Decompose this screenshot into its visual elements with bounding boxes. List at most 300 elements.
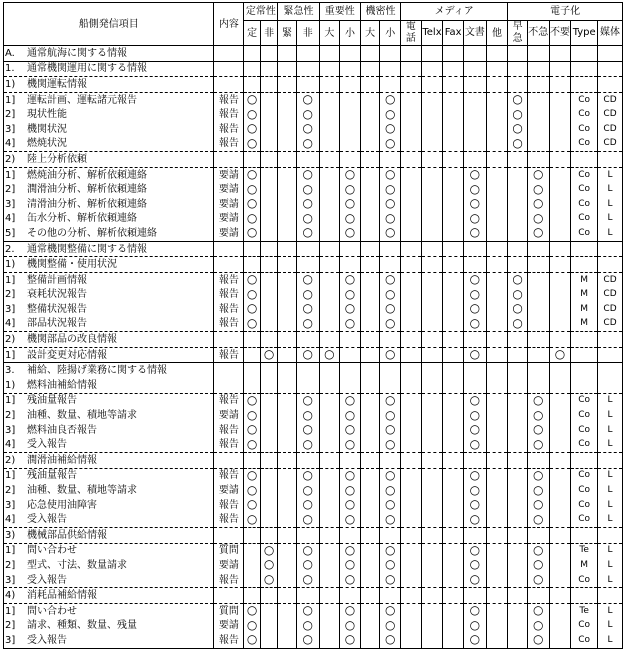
attribute-cell bbox=[278, 558, 297, 573]
item-label: 陸上分析依頼 bbox=[27, 153, 87, 165]
circle-mark: ○ bbox=[385, 603, 396, 618]
medium-cell bbox=[598, 378, 623, 393]
info-table bbox=[3, 2, 623, 649]
content-cell: 報告 bbox=[214, 92, 244, 107]
circle-mark: ○ bbox=[344, 272, 356, 287]
attribute-cell bbox=[508, 212, 528, 227]
attribute-cell bbox=[527, 393, 549, 408]
circle-mark: ○ bbox=[344, 483, 356, 497]
attribute-cell bbox=[260, 558, 278, 573]
table-body bbox=[4, 46, 623, 649]
attribute-cell bbox=[278, 272, 297, 287]
content-cell: 要請 bbox=[214, 619, 244, 634]
attribute-cell bbox=[278, 573, 297, 588]
table-row bbox=[4, 588, 623, 604]
type-cell bbox=[571, 528, 598, 544]
attribute-cell bbox=[527, 437, 549, 452]
attribute-cell bbox=[380, 363, 401, 378]
attribute-cell bbox=[319, 619, 340, 634]
attribute-cell bbox=[421, 512, 443, 527]
table-row bbox=[4, 152, 623, 168]
medium-cell bbox=[598, 257, 623, 273]
circle-mark: ○ bbox=[469, 558, 481, 572]
circle-mark: ○ bbox=[469, 618, 481, 632]
attribute-cell bbox=[463, 512, 486, 527]
circle-mark: ○ bbox=[385, 302, 396, 316]
attribute-cell bbox=[463, 437, 486, 452]
attribute-cell bbox=[527, 332, 549, 348]
attribute-cell bbox=[463, 408, 486, 423]
circle-mark: ○ bbox=[533, 226, 544, 240]
attribute-cell bbox=[360, 468, 380, 483]
attribute-cell bbox=[401, 152, 422, 168]
item-label: 残油量報告 bbox=[27, 395, 77, 407]
attribute-cell bbox=[486, 483, 508, 498]
item-cell bbox=[4, 437, 214, 452]
item-cell bbox=[4, 332, 214, 348]
attribute-cell bbox=[244, 423, 261, 438]
attribute-cell bbox=[463, 226, 486, 241]
type-cell: Co bbox=[571, 137, 598, 152]
attribute-cell bbox=[260, 302, 278, 317]
attribute-cell bbox=[443, 122, 464, 137]
type-cell bbox=[571, 77, 598, 93]
medium-cell: L bbox=[598, 573, 623, 588]
attribute-cell bbox=[260, 226, 278, 241]
item-number: 3] bbox=[5, 303, 16, 315]
circle-mark: ○ bbox=[469, 393, 481, 407]
attribute-cell bbox=[463, 257, 486, 273]
attribute-cell bbox=[463, 423, 486, 438]
attribute-cell bbox=[401, 603, 422, 618]
attribute-cell bbox=[486, 152, 508, 168]
item-label: 現状性能 bbox=[27, 109, 67, 121]
attribute-cell bbox=[527, 408, 549, 423]
attribute-cell bbox=[508, 77, 528, 93]
attribute-cell bbox=[401, 272, 422, 287]
item-cell bbox=[4, 212, 214, 227]
attribute-cell bbox=[463, 453, 486, 469]
circle-mark: ○ bbox=[344, 196, 356, 211]
attribute-cell bbox=[319, 423, 340, 438]
attribute-cell bbox=[549, 167, 571, 182]
medium-cell: L bbox=[598, 167, 623, 182]
circle-mark: ○ bbox=[469, 572, 481, 587]
item-cell bbox=[4, 378, 214, 393]
item-cell bbox=[4, 92, 214, 107]
item-cell bbox=[4, 226, 214, 241]
attribute-cell bbox=[443, 423, 464, 438]
attribute-cell bbox=[443, 167, 464, 182]
circle-mark: ○ bbox=[512, 107, 523, 121]
item-label: 型式、寸法、数量請求 bbox=[27, 559, 127, 571]
circle-mark: ○ bbox=[302, 272, 313, 287]
table-row bbox=[4, 468, 623, 483]
attribute-cell bbox=[244, 77, 261, 93]
attribute-cell bbox=[443, 543, 464, 558]
circle-mark: ○ bbox=[533, 408, 544, 422]
attribute-cell bbox=[401, 137, 422, 152]
table-row bbox=[4, 288, 623, 303]
item-label: 通常航海に関する情報 bbox=[27, 47, 127, 59]
table-row bbox=[4, 137, 623, 152]
attribute-cell bbox=[260, 633, 278, 648]
attribute-cell bbox=[340, 393, 361, 408]
circle-mark: ○ bbox=[246, 121, 258, 136]
circle-mark: ○ bbox=[385, 512, 396, 526]
attribute-cell bbox=[443, 77, 464, 93]
item-number: 5] bbox=[5, 227, 16, 239]
attribute-cell bbox=[340, 347, 361, 363]
circle-mark: ○ bbox=[533, 603, 544, 618]
circle-mark: ○ bbox=[302, 572, 313, 587]
attribute-cell bbox=[380, 633, 401, 648]
item-label: 問い合わせ bbox=[27, 545, 77, 557]
item-label: 応急使用油障害 bbox=[27, 499, 97, 511]
attribute-cell bbox=[340, 573, 361, 588]
attribute-cell bbox=[296, 288, 319, 303]
table-row bbox=[4, 272, 623, 287]
attribute-cell bbox=[401, 288, 422, 303]
attribute-cell bbox=[486, 363, 508, 378]
attribute-cell bbox=[296, 408, 319, 423]
circle-mark: ○ bbox=[469, 347, 481, 362]
sub-not-urgent: 不急 bbox=[527, 21, 549, 46]
attribute-cell bbox=[360, 107, 380, 122]
attribute-cell bbox=[296, 453, 319, 469]
attribute-cell bbox=[380, 512, 401, 527]
item-label: 受入報告 bbox=[27, 439, 67, 451]
content-cell: 報告 bbox=[214, 107, 244, 122]
attribute-cell bbox=[278, 408, 297, 423]
item-number: 2] bbox=[5, 109, 16, 121]
attribute-cell bbox=[486, 77, 508, 93]
attribute-cell bbox=[443, 408, 464, 423]
attribute-cell bbox=[380, 423, 401, 438]
attribute-cell bbox=[443, 347, 464, 363]
circle-mark: ○ bbox=[469, 603, 481, 618]
attribute-cell bbox=[486, 573, 508, 588]
attribute-cell bbox=[549, 378, 571, 393]
attribute-cell bbox=[486, 332, 508, 348]
circle-mark: ○ bbox=[385, 558, 396, 572]
circle-mark: ○ bbox=[246, 483, 258, 497]
circle-mark: ○ bbox=[344, 316, 356, 330]
attribute-cell bbox=[278, 619, 297, 634]
content-cell: 報告 bbox=[214, 137, 244, 152]
medium-cell bbox=[598, 77, 623, 93]
circle-mark: ○ bbox=[385, 316, 396, 330]
attribute-cell bbox=[549, 288, 571, 303]
attribute-cell bbox=[549, 332, 571, 348]
attribute-cell bbox=[260, 152, 278, 168]
attribute-cell bbox=[278, 423, 297, 438]
attribute-cell bbox=[380, 543, 401, 558]
item-number: 4] bbox=[5, 138, 16, 150]
item-cell bbox=[4, 241, 214, 257]
table-row bbox=[4, 423, 623, 438]
attribute-cell bbox=[380, 378, 401, 393]
circle-mark: ○ bbox=[469, 196, 481, 211]
attribute-cell bbox=[508, 288, 528, 303]
attribute-cell bbox=[260, 423, 278, 438]
table-row bbox=[4, 226, 623, 241]
attribute-cell bbox=[527, 212, 549, 227]
item-label: 受入報告 bbox=[27, 574, 67, 586]
circle-mark: ○ bbox=[302, 107, 313, 121]
attribute-cell bbox=[508, 512, 528, 527]
circle-mark: ○ bbox=[385, 497, 396, 512]
attribute-cell bbox=[527, 423, 549, 438]
attribute-cell bbox=[260, 619, 278, 634]
attribute-cell bbox=[340, 241, 361, 257]
attribute-cell bbox=[401, 257, 422, 273]
attribute-cell bbox=[421, 633, 443, 648]
attribute-cell bbox=[244, 332, 261, 348]
item-cell bbox=[4, 122, 214, 137]
attribute-cell bbox=[443, 453, 464, 469]
circle-mark: ○ bbox=[302, 618, 313, 632]
attribute-cell bbox=[508, 107, 528, 122]
attribute-cell bbox=[401, 483, 422, 498]
circle-mark: ○ bbox=[469, 182, 481, 196]
type-cell: M bbox=[571, 288, 598, 303]
attribute-cell bbox=[508, 378, 528, 393]
attribute-cell bbox=[319, 558, 340, 573]
circle-mark: ○ bbox=[469, 543, 481, 557]
item-label: 清滑油分析、解析依頼連絡 bbox=[27, 198, 147, 210]
item-cell bbox=[4, 46, 214, 62]
table-row bbox=[4, 212, 623, 227]
attribute-cell bbox=[549, 498, 571, 513]
attribute-cell bbox=[508, 226, 528, 241]
attribute-cell bbox=[296, 167, 319, 182]
item-label: 機関運転情報 bbox=[27, 78, 87, 90]
attribute-cell bbox=[527, 182, 549, 197]
item-cell bbox=[4, 558, 214, 573]
item-number: 2] bbox=[5, 410, 16, 422]
attribute-cell bbox=[278, 317, 297, 332]
attribute-cell bbox=[340, 288, 361, 303]
attribute-cell bbox=[421, 347, 443, 363]
attribute-cell bbox=[278, 226, 297, 241]
type-cell: Co bbox=[571, 182, 598, 197]
attribute-cell bbox=[340, 92, 361, 107]
attribute-cell bbox=[296, 437, 319, 452]
attribute-cell bbox=[360, 633, 380, 648]
item-cell bbox=[4, 528, 214, 544]
medium-cell bbox=[598, 152, 623, 168]
attribute-cell bbox=[319, 468, 340, 483]
attribute-cell bbox=[360, 378, 380, 393]
item-cell bbox=[4, 498, 214, 513]
attribute-cell bbox=[527, 288, 549, 303]
circle-mark: ○ bbox=[385, 422, 396, 437]
attribute-cell bbox=[244, 257, 261, 273]
attribute-cell bbox=[401, 317, 422, 332]
sub-irregular: 非 bbox=[260, 21, 278, 46]
attribute-cell bbox=[486, 212, 508, 227]
attribute-cell bbox=[508, 197, 528, 212]
content-cell bbox=[214, 257, 244, 273]
attribute-cell bbox=[549, 468, 571, 483]
attribute-cell bbox=[380, 347, 401, 363]
medium-cell bbox=[598, 347, 623, 363]
attribute-cell bbox=[549, 46, 571, 62]
item-number: 2. bbox=[5, 243, 15, 255]
type-cell bbox=[571, 152, 598, 168]
circle-mark: ○ bbox=[246, 272, 258, 287]
attribute-cell bbox=[244, 167, 261, 182]
attribute-cell bbox=[319, 483, 340, 498]
attribute-cell bbox=[443, 588, 464, 604]
item-number: 3) bbox=[5, 529, 16, 541]
attribute-cell bbox=[421, 302, 443, 317]
attribute-cell bbox=[319, 317, 340, 332]
attribute-cell bbox=[319, 302, 340, 317]
attribute-cell bbox=[244, 543, 261, 558]
attribute-cell bbox=[340, 408, 361, 423]
type-cell: Co bbox=[571, 423, 598, 438]
attribute-cell bbox=[549, 437, 571, 452]
content-cell bbox=[214, 363, 244, 378]
attribute-cell bbox=[549, 77, 571, 93]
table-row bbox=[4, 61, 623, 77]
medium-cell: CD bbox=[598, 317, 623, 332]
circle-mark: ○ bbox=[246, 633, 258, 647]
medium-cell: L bbox=[598, 603, 623, 618]
attribute-cell bbox=[319, 272, 340, 287]
attribute-cell bbox=[527, 543, 549, 558]
attribute-cell bbox=[486, 257, 508, 273]
attribute-cell bbox=[463, 378, 486, 393]
attribute-cell bbox=[319, 528, 340, 544]
attribute-cell bbox=[340, 226, 361, 241]
sub-telex: Telx bbox=[421, 21, 443, 46]
attribute-cell bbox=[296, 558, 319, 573]
attribute-cell bbox=[443, 182, 464, 197]
attribute-cell bbox=[421, 378, 443, 393]
circle-mark: ○ bbox=[533, 196, 544, 211]
circle-mark: ○ bbox=[512, 121, 523, 136]
attribute-cell bbox=[340, 122, 361, 137]
attribute-cell bbox=[340, 212, 361, 227]
header-content: 内容 bbox=[214, 3, 244, 46]
attribute-cell bbox=[421, 423, 443, 438]
content-cell: 報告 bbox=[214, 272, 244, 287]
circle-mark: ○ bbox=[263, 347, 275, 362]
table-row bbox=[4, 107, 623, 122]
attribute-cell bbox=[340, 77, 361, 93]
item-label: 衰耗状況報告 bbox=[27, 289, 87, 301]
attribute-cell bbox=[508, 46, 528, 62]
attribute-cell bbox=[486, 633, 508, 648]
attribute-cell bbox=[527, 453, 549, 469]
table-row bbox=[4, 558, 623, 573]
attribute-cell bbox=[360, 152, 380, 168]
attribute-cell bbox=[278, 588, 297, 604]
type-cell: Co bbox=[571, 512, 598, 527]
item-cell bbox=[4, 512, 214, 527]
item-number: 2] bbox=[5, 559, 16, 571]
item-number: 1] bbox=[5, 94, 16, 106]
attribute-cell bbox=[296, 302, 319, 317]
attribute-cell bbox=[260, 528, 278, 544]
attribute-cell bbox=[443, 558, 464, 573]
attribute-cell bbox=[508, 603, 528, 618]
attribute-cell bbox=[421, 167, 443, 182]
item-number: 4] bbox=[5, 318, 16, 330]
attribute-cell bbox=[380, 46, 401, 62]
attribute-cell bbox=[443, 197, 464, 212]
attribute-cell bbox=[360, 137, 380, 152]
attribute-cell bbox=[278, 61, 297, 77]
attribute-cell bbox=[549, 122, 571, 137]
attribute-cell bbox=[278, 257, 297, 273]
attribute-cell bbox=[508, 182, 528, 197]
content-cell: 報告 bbox=[214, 512, 244, 527]
attribute-cell bbox=[380, 558, 401, 573]
circle-mark: ○ bbox=[533, 572, 544, 587]
attribute-cell bbox=[443, 332, 464, 348]
attribute-cell bbox=[443, 468, 464, 483]
attribute-cell bbox=[380, 152, 401, 168]
circle-mark: ○ bbox=[469, 167, 481, 182]
attribute-cell bbox=[244, 453, 261, 469]
attribute-cell bbox=[244, 182, 261, 197]
attribute-cell bbox=[463, 317, 486, 332]
attribute-cell bbox=[443, 498, 464, 513]
attribute-cell bbox=[380, 197, 401, 212]
attribute-cell bbox=[319, 77, 340, 93]
attribute-cell bbox=[421, 288, 443, 303]
attribute-cell bbox=[527, 603, 549, 618]
attribute-cell bbox=[380, 573, 401, 588]
type-cell bbox=[571, 453, 598, 469]
type-cell bbox=[571, 241, 598, 257]
attribute-cell bbox=[443, 437, 464, 452]
item-number: 1. bbox=[5, 63, 15, 75]
type-cell: M bbox=[571, 302, 598, 317]
attribute-cell bbox=[443, 288, 464, 303]
attribute-cell bbox=[549, 182, 571, 197]
attribute-cell bbox=[360, 77, 380, 93]
attribute-cell bbox=[401, 633, 422, 648]
medium-cell: L bbox=[598, 226, 623, 241]
medium-cell: L bbox=[598, 437, 623, 452]
attribute-cell bbox=[296, 347, 319, 363]
attribute-cell bbox=[360, 363, 380, 378]
attribute-cell bbox=[549, 107, 571, 122]
attribute-cell bbox=[319, 588, 340, 604]
circle-mark: ○ bbox=[246, 468, 258, 482]
item-label: 通常機関整備に関する情報 bbox=[27, 243, 147, 255]
circle-mark: ○ bbox=[302, 408, 313, 422]
attribute-cell bbox=[360, 46, 380, 62]
attribute-cell bbox=[401, 182, 422, 197]
attribute-cell bbox=[508, 257, 528, 273]
attribute-cell bbox=[296, 92, 319, 107]
attribute-cell bbox=[549, 528, 571, 544]
table-row bbox=[4, 317, 623, 332]
attribute-cell bbox=[549, 363, 571, 378]
attribute-cell bbox=[527, 528, 549, 544]
attribute-cell bbox=[380, 241, 401, 257]
table-row bbox=[4, 46, 623, 62]
type-cell: Co bbox=[571, 633, 598, 648]
attribute-cell bbox=[360, 212, 380, 227]
attribute-cell bbox=[244, 152, 261, 168]
